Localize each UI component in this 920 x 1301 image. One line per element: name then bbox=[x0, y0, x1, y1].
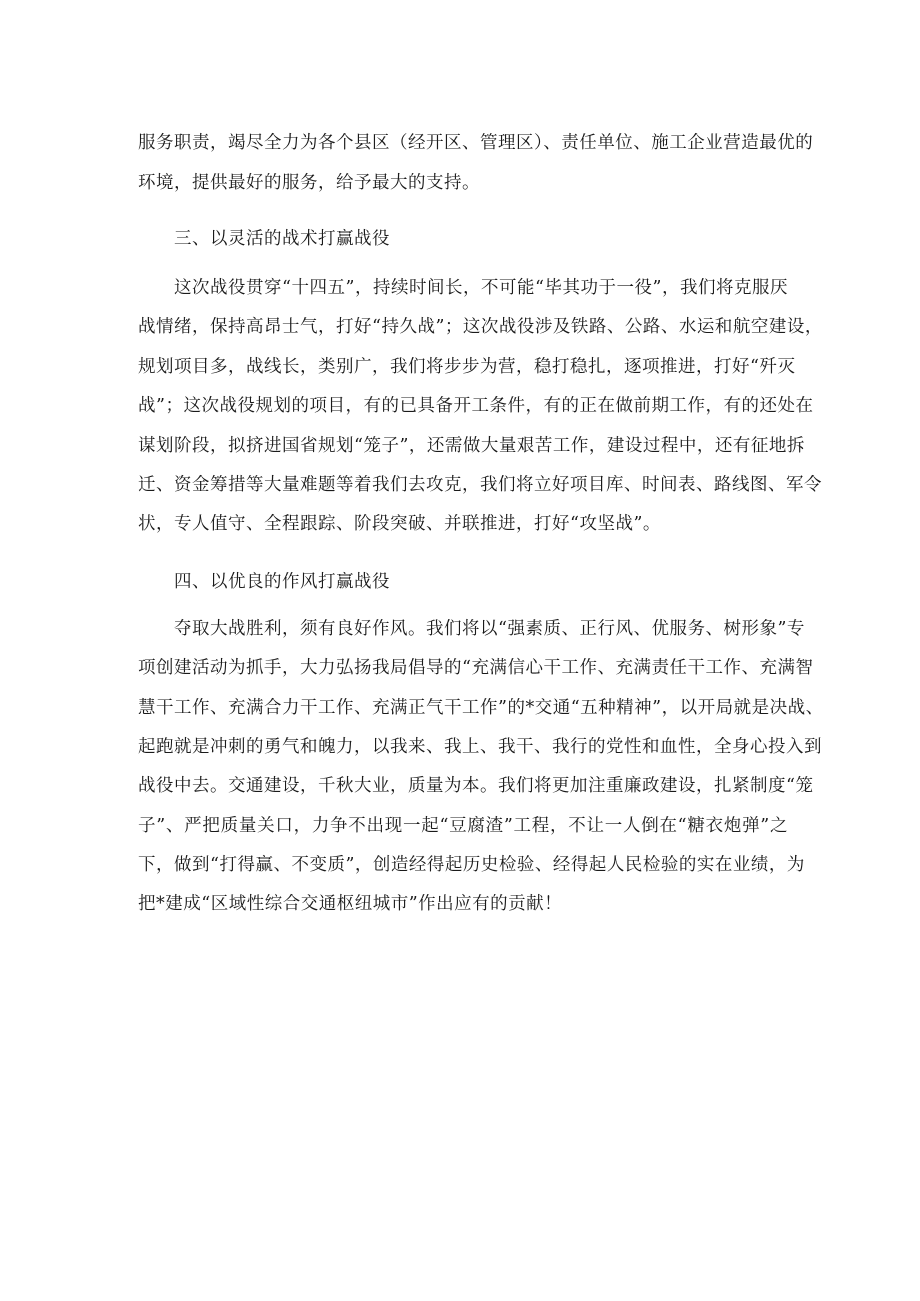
paragraph-line: 夺取大战胜利，须有良好作风。我们将以“强素质、正行风、优服务、树形象”专 bbox=[174, 619, 805, 639]
paragraph-line: 谋划阶段，拟挤进国省规划“笼子”，还需做大量艰苦工作，建设过程中，还有征地拆 bbox=[138, 436, 805, 456]
section-heading: 三、以灵活的战术打赢战役 bbox=[174, 229, 390, 249]
paragraph-line: 慧干工作、充满合力干工作、充满正气干工作”的*交通“五种精神”，以开局就是决战、 bbox=[138, 698, 824, 718]
paragraph-line: 这次战役贯穿“十四五”，持续时间长，不可能“毕其功于一役”，我们将克服厌 bbox=[174, 278, 788, 298]
paragraph-line: 项创建活动为抓手，大力弘扬我局倡导的“充满信心干工作、充满责任干工作、充满智 bbox=[138, 658, 814, 678]
paragraph-line: 战”；这次战役规划的项目，有的已具备开工条件，有的正在做前期工作，有的还处在 bbox=[138, 396, 814, 416]
paragraph-line: 子”、严把质量关口，力争不出现一起“豆腐渣”工程，不让一人倒在“糖衣炮弹”之 bbox=[138, 816, 788, 836]
paragraph-line: 迁、资金筹措等大量难题等着我们去攻克，我们将立好项目库、时间表、路线图、军令 bbox=[138, 475, 822, 495]
paragraph-line: 把*建成“区域性综合交通枢纽城市”作出应有的贡献！ bbox=[138, 894, 563, 914]
paragraph-line: 战情绪，保持高昂士气，打好“持久战”；这次战役涉及铁路、公路、水运和航空建设， bbox=[138, 317, 823, 337]
paragraph-line: 规划项目多，战线长，类别广，我们将步步为营，稳打稳扎，逐项推进，打好“歼灭 bbox=[138, 357, 796, 377]
paragraph-line: 状，专人值守、全程跟踪、阶段突破、并联推进，打好“攻坚战”。 bbox=[138, 514, 661, 534]
paragraph-line: 起跑就是冲刺的勇气和魄力，以我来、我上、我干、我行的党性和血性，全身心投入到 bbox=[138, 737, 822, 757]
paragraph-line: 下，做到“打得赢、不变质”，创造经得起历史检验、经得起人民检验的实在业绩，为 bbox=[138, 855, 805, 875]
paragraph-line: 服务职责，竭尽全力为各个县区（经开区、管理区）、责任单位、施工企业营造最优的 bbox=[138, 133, 814, 153]
paragraph-line: 战役中去。交通建设，千秋大业，质量为本。我们将更加注重廉政建设，扎紧制度“笼 bbox=[138, 776, 814, 796]
paragraph-line: 环境，提供最好的服务，给予最大的支持。 bbox=[138, 173, 480, 193]
section-heading: 四、以优良的作风打赢战役 bbox=[174, 572, 390, 592]
